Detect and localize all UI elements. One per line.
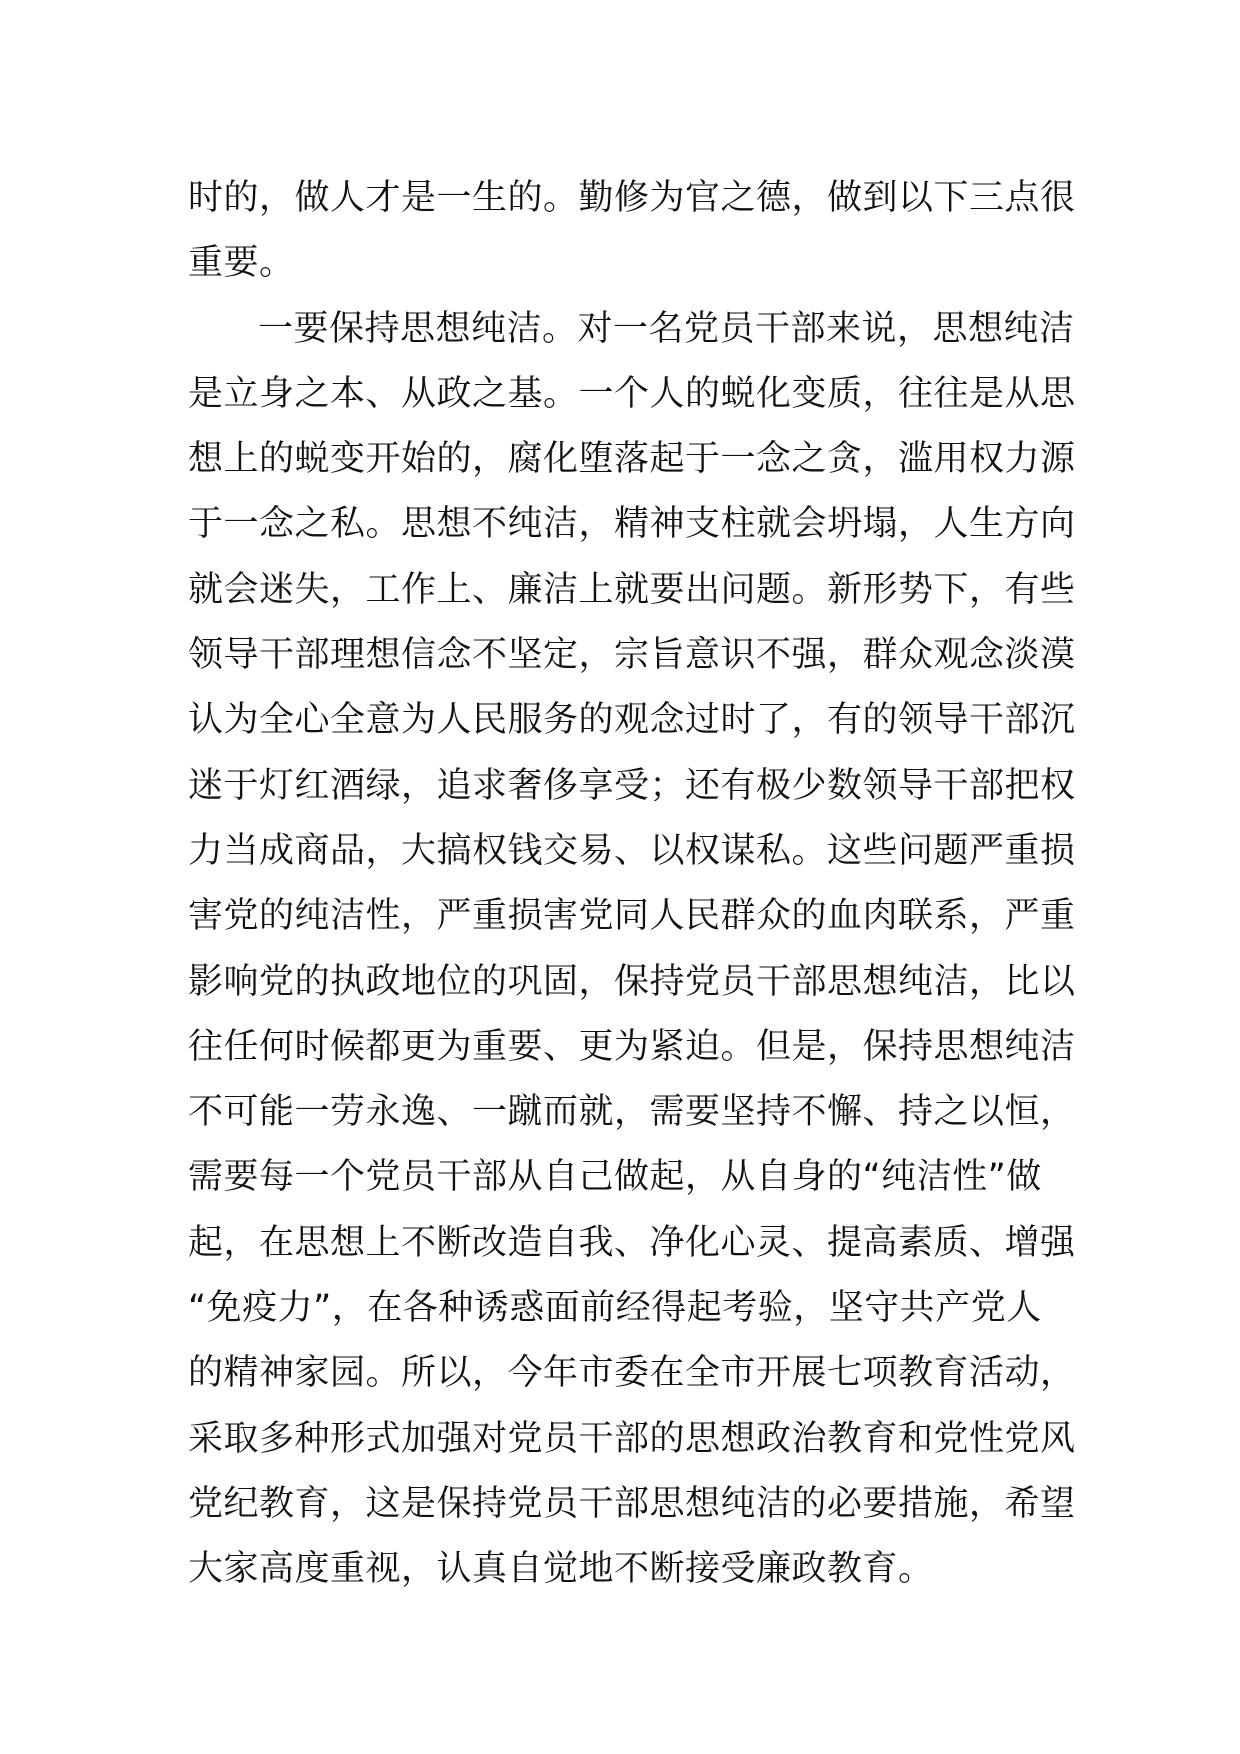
text-line: 迷于灯红酒绿，追求奢侈享受；还有极少数领导干部把权 <box>188 765 1076 806</box>
text-line: 领导干部理想信念不坚定，宗旨意识不强，群众观念淡漠 <box>188 635 1076 676</box>
text-line: 起，在思想上不断改造自我、净化心灵、提高素质、增强 <box>188 1222 1076 1263</box>
text-line: 害党的纯洁性，严重损害党同人民群众的血肉联系，严重 <box>188 896 1076 937</box>
text-line: 不可能一劳永逸、一蹴而就，需要坚持不懈、持之以恒， <box>188 1092 1076 1133</box>
text-line: 影响党的执政地位的巩固，保持党员干部思想纯洁，比以 <box>188 961 1076 1002</box>
text-line: 重要。 <box>188 243 295 284</box>
text-line: 往任何时候都更为重要、更为紧迫。但是，保持思想纯洁 <box>188 1026 1076 1067</box>
text-line: 是立身之本、从政之基。一个人的蜕化变质，往往是从思 <box>188 373 1076 414</box>
text-line: 采取多种形式加强对党员干部的思想政治教育和党性党风 <box>188 1418 1076 1459</box>
text-line: 需要每一个党员干部从自己做起，从自身的“纯洁性”做 <box>188 1157 1042 1198</box>
text-line: 就会迷失，工作上、廉洁上就要出问题。新形势下，有些 <box>188 569 1076 610</box>
text-line: 于一念之私。思想不纯洁，精神支柱就会坍塌，人生方向 <box>188 504 1076 545</box>
text-line: 认为全心全意为人民服务的观念过时了，有的领导干部沉 <box>188 700 1076 741</box>
text-line: 想上的蜕变开始的，腐化堕落起于一念之贪，滥用权力源 <box>188 439 1076 480</box>
paragraph-first-line: 一要保持思想纯洁。对一名党员干部来说，思想纯洁 <box>258 308 1075 349</box>
text-line: 力当成商品，大搞权钱交易、以权谋私。这些问题严重损 <box>188 830 1076 871</box>
text-line: “免疫力”，在各种诱惑面前经得起考验，坚守共产党人 <box>188 1288 1042 1329</box>
text-line: 党纪教育，这是保持党员干部思想纯洁的必要措施，希望 <box>188 1483 1076 1524</box>
text-line: 的精神家园。所以，今年市委在全市开展七项教育活动， <box>188 1353 1076 1394</box>
body-text <box>188 166 1076 1603</box>
text-line: 大家高度重视，认真自觉地不断接受廉政教育。 <box>188 1549 934 1590</box>
text-line: 时的，做人才是一生的。勤修为官之德，做到以下三点很 <box>188 178 1076 218</box>
